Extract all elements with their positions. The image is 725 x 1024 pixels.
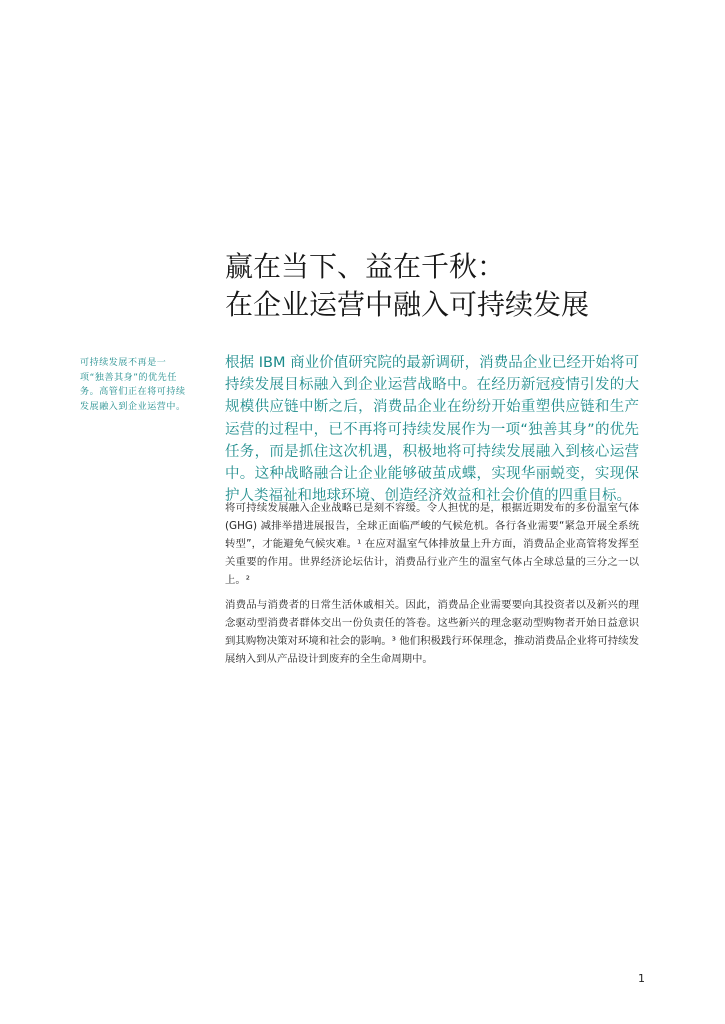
page-number: 1	[638, 972, 645, 985]
body-paragraph-1: 将可持续发展融入企业战略已是刻不容缓。令人担忧的是，根据近期发布的多份温室气体 (GHG) 减排举措进展报告，全球正面临严峻的气候危机。各行各业需要“紧急开展全系统转型”，才能避免气候灾难。¹ 在应对温室气体排放量上升方面，消费品企业高管将发挥至关重要的作用。世界经济论坛估计，消费品行业产生的温室气体占全球总量的三分之一以上。²	[225, 502, 639, 586]
page-title-line-2: 在企业运营中融入可持续发展	[225, 288, 590, 321]
body-paragraph-2: 消费品与消费者的日常生活休戚相关。因此，消费品企业需要要向其投资者以及新兴的理念驱动型消费者群体交出一份负责任的答卷。这些新兴的理念驱动型购物者开始日益意识到其购物决策对环境和社会的影响。³ 他们积极践行环保理念，推动消费品企业将可持续发展纳入到从产品设计到废弃的全生命周期中。	[225, 599, 639, 665]
lead-paragraph: 根据 IBM 商业价值研究院的最新调研，消费品企业已经开始将可持续发展目标融入到企业运营战略中。在经历新冠疫情引发的大规模供应链中断之后，消费品企业在纷纷开始重塑供应链和生产运营的过程中，已不再将可持续发展作为一项“独善其身”的优先任务，而是抓住这次机遇，积极地将可持续发展融入到核心运营中。这种战略融合让企业能够破茧成蝶，实现华丽蜕变，实现保护人类福祉和地球环境、创造经济效益和社会价值的四重目标。	[225, 355, 639, 505]
page-title-line-1: 赢在当下、益在千秋：	[225, 250, 506, 283]
page-title	[225, 248, 665, 324]
sidebar-callout: 可持续发展不再是一项“独善其身”的优先任务。高管们正在将可持续发展融入到企业运营中。	[80, 358, 186, 412]
